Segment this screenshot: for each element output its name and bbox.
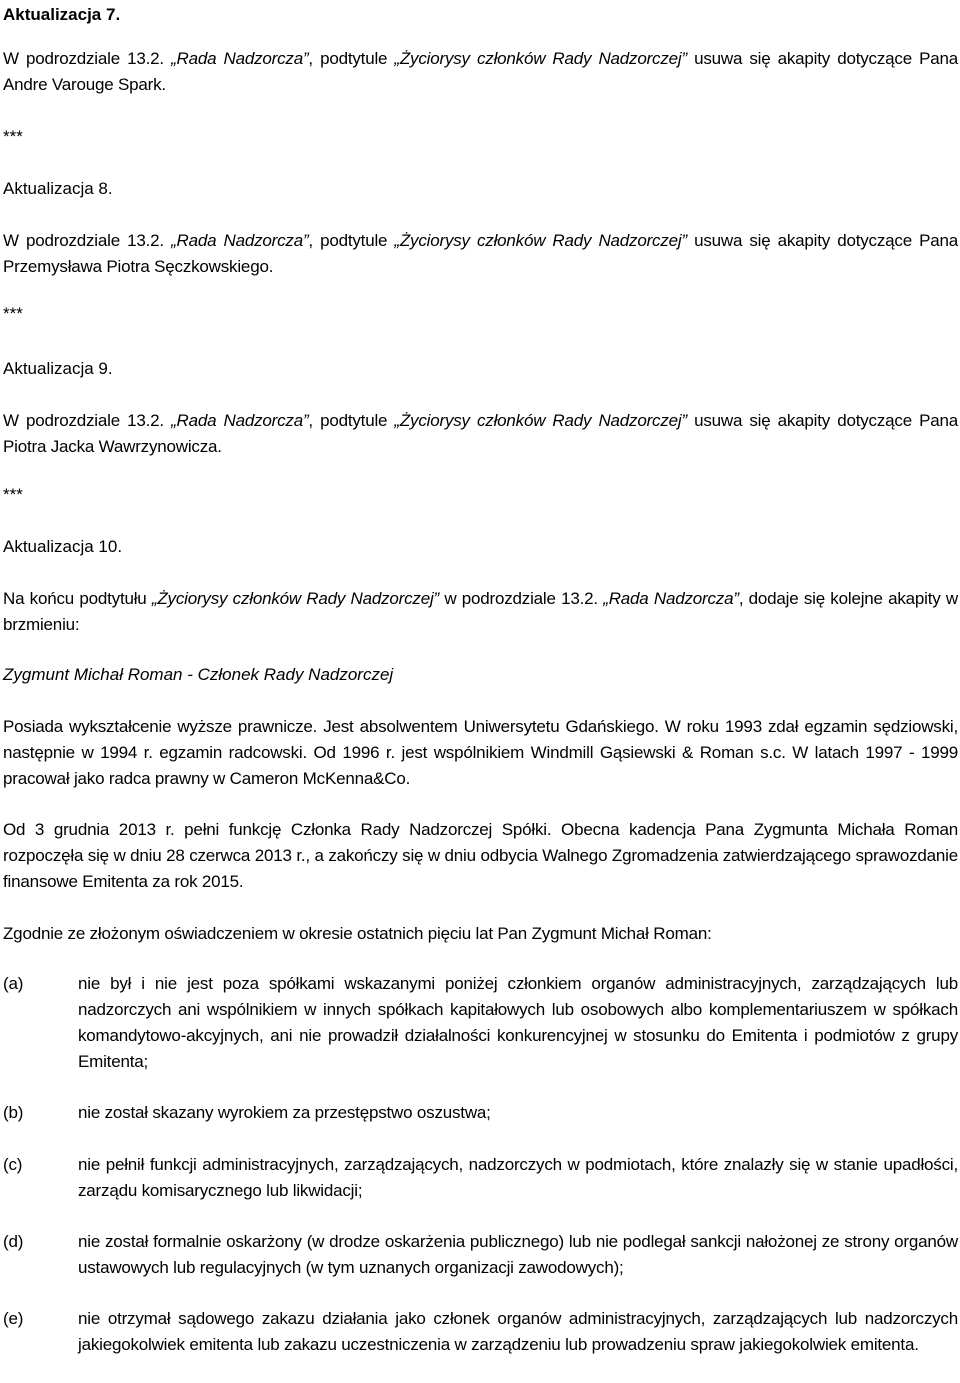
update-7-heading: Aktualizacja 7. (3, 5, 121, 24)
separator: *** (3, 127, 23, 146)
update-8-heading: Aktualizacja 8. (3, 179, 113, 198)
list-item-c (3, 1152, 958, 1204)
update-10-text: Na końcu podtytułu „Życiorysy członków Rady Nadzorczej” w podrozdziale 13.2. „Rada Nadzorcza”, dodaje się kolejne akapity w brzmieniu: (3, 589, 958, 634)
update-9-heading: Aktualizacja 9. (3, 359, 113, 378)
list-item-label: (e) (3, 1309, 24, 1328)
section-title: „Rada Nadzorcza” (171, 231, 309, 250)
update-7-text: W podrozdziale 13.2. „Rada Nadzorcza”, podtytule „Życiorysy członków Rady Nadzorczej” usuwa się akapity dotyczące Pana Andre Varouge Spark. (3, 49, 958, 94)
subtitle: „Życiorysy członków Rady Nadzorczej” (151, 589, 440, 608)
section-title: „Rada Nadzorcza” (603, 589, 739, 608)
list-item-text: nie otrzymał sądowego zakazu działania jako członek organów administracyjnych, zarządzających lub nadzorczych jakiegokolwiek emitenta lub zakazu uczestniczenia w zarządzeniu lub prowadzeniu spraw jakiegokolwiek emitenta. (78, 1309, 958, 1354)
list-item-label: (b) (3, 1103, 24, 1122)
update-9-text: W podrozdziale 13.2. „Rada Nadzorcza”, podtytule „Życiorysy członków Rady Nadzorczej” usuwa się akapity dotyczące Pana Piotra Jacka Wawrzynowicza. (3, 411, 958, 456)
separator: *** (3, 485, 23, 504)
list-item-b (3, 1100, 958, 1126)
list-item-label: (a) (3, 974, 24, 993)
subtitle: „Życiorysy członków Rady Nadzorczej” (394, 49, 687, 68)
list-item-text: nie pełnił funkcji administracyjnych, zarządzających, nadzorczych w podmiotach, które znalazły się w stanie upadłości, zarządu komisarycznego lub likwidacji; (78, 1155, 958, 1200)
subtitle: „Życiorysy członków Rady Nadzorczej” (394, 231, 687, 250)
list-item-text: nie został skazany wyrokiem za przestępstwo oszustwa; (78, 1103, 491, 1122)
statement-intro: Zgodnie ze złożonym oświadczeniem w okresie ostatnich pięciu lat Pan Zygmunt Michał Roman: (3, 924, 712, 943)
section-title: „Rada Nadzorcza” (171, 49, 309, 68)
separator: *** (3, 304, 23, 323)
update-8-text: W podrozdziale 13.2. „Rada Nadzorcza”, podtytule „Życiorysy członków Rady Nadzorczej” usuwa się akapity dotyczące Pana Przemysława Piotra Sęczkowskiego. (3, 231, 958, 276)
list-item-a (3, 971, 958, 1075)
list-item-label: (d) (3, 1232, 24, 1251)
bio-paragraph-2: Od 3 grudnia 2013 r. pełni funkcję Członka Rady Nadzorczej Spółki. Obecna kadencja Pana Zygmunta Michała Roman rozpoczęła się w dniu 28 czerwca 2013 r., a zakończy się w dniu odbycia Walnego Zgromadzenia zatwierdzającego sprawozdanie finansowe Emitenta za rok 2015. (3, 820, 958, 891)
bio-paragraph-1: Posiada wykształcenie wyższe prawnicze. Jest absolwentem Uniwersytetu Gdańskiego. W roku 1993 zdał egzamin sędziowski, następnie w 1994 r. egzamin radcowski. Od 1996 r. jest wspólnikiem Windmill Gąsiewski & Roman s.c. W latach 1997 - 1999 pracował jako radca prawny w Cameron McKenna&Co. (3, 717, 958, 788)
list-item-text: nie został formalnie oskarżony (w drodze oskarżenia publicznego) lub nie podlegał sankcji nałożonej ze strony organów ustawowych lub regulacyjnych (w tym uznanych organizacji zawodowych); (78, 1232, 958, 1277)
list-item-text: nie był i nie jest poza spółkami wskazanymi poniżej członkiem organów administracyjnych, zarządzających lub nadzorczych ani wspólnikiem w innych spółkach kapitałowych lub osobowych albo komplementariuszem w spółkach komandytowo-akcyjnych, ani nie prowadził działalności konkurencyjnej w stosunku do Emitenta i podmiotów z grupy Emitenta; (78, 974, 958, 1071)
list-item-e (3, 1306, 958, 1358)
subtitle: „Życiorysy członków Rady Nadzorczej” (394, 411, 687, 430)
person-heading: Zygmunt Michał Roman - Członek Rady Nadzorczej (3, 665, 394, 684)
section-title: „Rada Nadzorcza” (171, 411, 309, 430)
update-10-heading: Aktualizacja 10. (3, 537, 123, 556)
list-item-d (3, 1229, 958, 1281)
list-item-label: (c) (3, 1155, 23, 1174)
